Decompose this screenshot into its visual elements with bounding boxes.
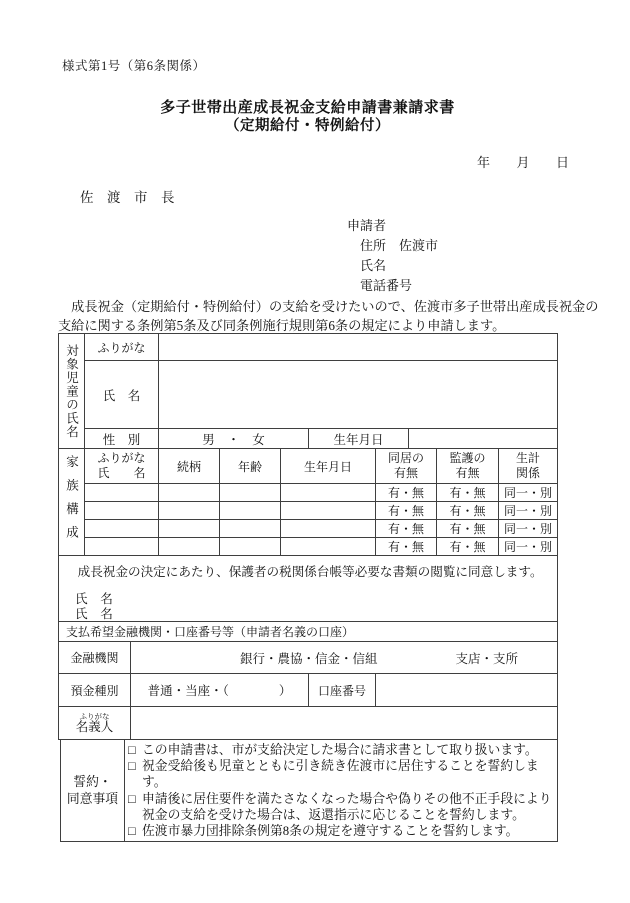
checkbox-icon: □	[128, 743, 136, 757]
family-name-field	[85, 538, 159, 556]
form-number: 様式第1号（第6条関係）	[62, 59, 206, 73]
family-cohabitation-options: 有・無	[376, 502, 437, 520]
consent-cell	[59, 556, 558, 622]
family-name-field	[85, 520, 159, 538]
consent-name-label-1: 氏 名	[75, 592, 113, 606]
family-birthdate-field	[281, 484, 376, 502]
pledge-item-text: この申請書は、市が支給決定した場合に請求書として取り扱います。	[142, 743, 538, 757]
child-section-side-label: 対象児童の氏名	[59, 334, 85, 449]
family-custody-options: 有・無	[437, 484, 499, 502]
family-row	[59, 502, 558, 520]
family-livelihood-options: 同一・別	[499, 502, 558, 520]
family-cohabitation-options: 有・無	[376, 538, 437, 556]
family-header-livelihood: 生計 関係	[499, 449, 558, 484]
pledge-item	[128, 823, 553, 839]
family-name-field	[85, 502, 159, 520]
family-header-birthdate: 生年月日	[281, 449, 376, 484]
pledge-item-text: 申請後に居住要件を満たさなくなった場合や偽りその他不正手段により祝金の支給を受けた場合は、返還指示に応じることを誓約します。	[142, 791, 552, 822]
family-header-age: 年齢	[220, 449, 281, 484]
bank-institution-label: 金融機関	[59, 642, 131, 674]
child-gender-options: 男 ・ 女	[159, 429, 309, 449]
pledge-section-label: 誓約・ 同意事項	[61, 740, 125, 842]
bank-holder-label: ふりがな 名義人	[59, 707, 131, 740]
bank-institution-field	[131, 642, 558, 674]
pledge-table	[60, 739, 558, 842]
applicant-name-label: 氏名	[360, 258, 387, 273]
bank-holder-field	[131, 707, 558, 740]
bank-section-heading: 支払希望金融機関・口座番号等（申請者名義の口座）	[59, 622, 558, 642]
bank-account-number-label: 口座番号	[309, 674, 376, 707]
family-row	[59, 484, 558, 502]
pledge-item	[128, 742, 553, 758]
family-relation-field	[159, 538, 220, 556]
family-age-field	[220, 484, 281, 502]
applicant-heading: 申請者	[347, 218, 387, 233]
family-relation-field	[159, 484, 220, 502]
family-livelihood-options: 同一・別	[499, 520, 558, 538]
applicant-phone-label: 電話番号	[360, 278, 413, 293]
bank-account-type-label: 預金種別	[59, 674, 131, 707]
family-header-cohabitation: 同居の 有無	[376, 449, 437, 484]
child-name-field	[159, 361, 558, 429]
bank-account-number-field	[376, 674, 558, 707]
page-title: 多子世帯出産成長祝金支給申請書兼請求書	[160, 99, 455, 116]
pledge-item-text: 祝金受給後も児童とともに引き続き佐渡市に居住することを誓約します。	[142, 759, 539, 790]
bank-branch-options: 支店・支所	[455, 651, 518, 666]
pledge-item-text: 佐渡市暴力団排除条例第8条の規定を遵守することを誓約します。	[142, 824, 519, 839]
family-livelihood-options: 同一・別	[499, 538, 558, 556]
family-birthdate-field	[281, 520, 376, 538]
checkbox-icon: □	[128, 759, 136, 774]
child-birthdate-field	[409, 429, 558, 449]
child-furigana-label: ふりがな	[85, 334, 159, 361]
family-relation-field	[159, 502, 220, 520]
page-subtitle: （定期給付・特例給付）	[225, 118, 390, 134]
child-gender-label: 性 別	[85, 429, 159, 449]
family-cohabitation-options: 有・無	[376, 520, 437, 538]
date-year-label: 年	[477, 155, 491, 170]
family-custody-options: 有・無	[437, 538, 499, 556]
main-form-table	[58, 333, 558, 740]
date-month-label: 月	[516, 155, 530, 170]
family-row	[59, 538, 558, 556]
family-birthdate-field	[281, 502, 376, 520]
consent-name-label-2: 氏 名	[75, 607, 113, 621]
family-header-relation: 続柄	[159, 449, 220, 484]
intro-paragraph	[58, 297, 599, 335]
family-section-side-label: 家族構成	[59, 449, 85, 556]
family-cohabitation-options: 有・無	[376, 484, 437, 502]
family-custody-options: 有・無	[437, 520, 499, 538]
family-name-field	[85, 484, 159, 502]
date-line	[477, 152, 569, 171]
child-furigana-field	[159, 334, 558, 361]
checkbox-icon: □	[128, 791, 136, 806]
family-age-field	[220, 502, 281, 520]
applicant-block	[347, 216, 438, 296]
child-name-label: 氏 名	[85, 361, 159, 429]
checkbox-icon: □	[128, 824, 136, 839]
consent-text: 成長祝金の決定にあたり、保護者の税関係台帳等必要な書類の閲覧に同意します。	[65, 565, 543, 579]
family-custody-options: 有・無	[437, 502, 499, 520]
pledge-item	[128, 791, 553, 823]
family-header-custody: 監護の 有無	[437, 449, 499, 484]
family-age-field	[220, 520, 281, 538]
bank-institution-options: 銀行・農協・信金・信組	[239, 651, 378, 666]
child-birthdate-label: 生年月日	[309, 429, 409, 449]
applicant-address-label: 住所 佐渡市	[360, 238, 439, 253]
date-day-label: 日	[555, 155, 569, 170]
family-header-name: ふりがな 氏 名	[85, 449, 159, 484]
addressee-mayor: 佐 渡 市 長	[80, 190, 175, 205]
family-age-field	[220, 538, 281, 556]
bank-account-type-options: 普通・当座・（ ）	[131, 674, 309, 707]
pledge-item	[128, 758, 553, 790]
bank-holder-ruby: ふりがな	[79, 711, 110, 721]
intro-line-1: 成長祝金（定期給付・特例給付）の支給を受けたいので、佐渡市多子世帯出産成長祝金の	[58, 299, 599, 314]
family-birthdate-field	[281, 538, 376, 556]
intro-line-2: 支給に関する条例第5条及び同条例施行規則第6条の規定により申請します。	[58, 318, 506, 333]
family-relation-field	[159, 520, 220, 538]
family-livelihood-options: 同一・別	[499, 484, 558, 502]
family-row	[59, 520, 558, 538]
pledge-items	[125, 740, 558, 842]
